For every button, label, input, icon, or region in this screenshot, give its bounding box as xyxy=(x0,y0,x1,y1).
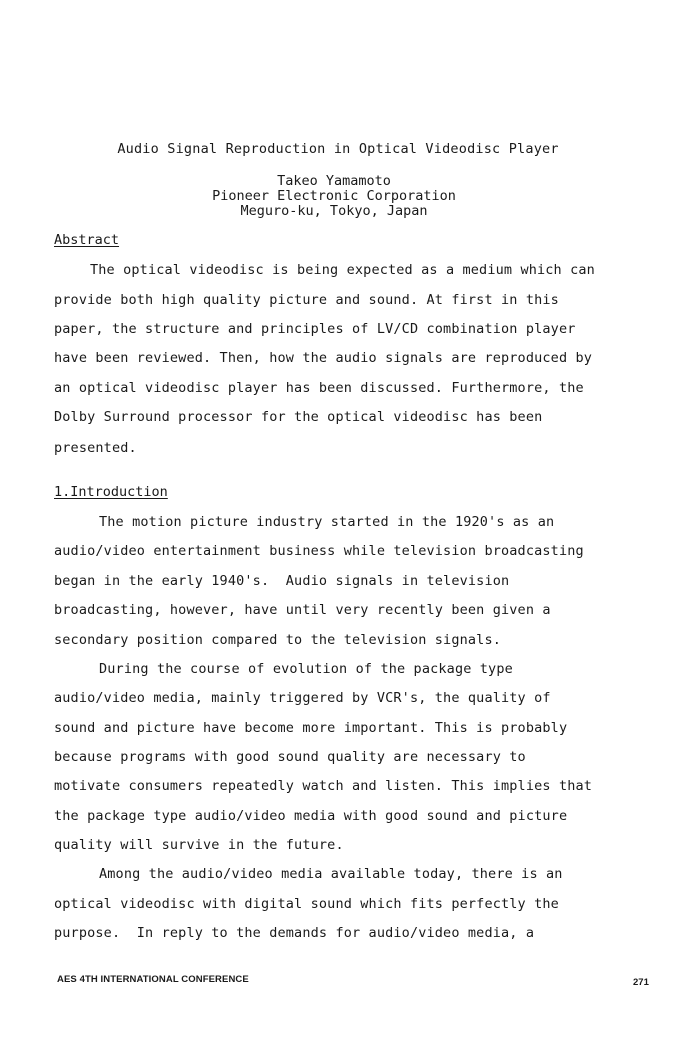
author-affiliation: Pioneer Electronic Corporation xyxy=(212,188,456,204)
introduction-line: optical videodisc with digital sound which fits perfectly the xyxy=(54,896,559,912)
introduction-line: quality will survive in the future. xyxy=(54,837,344,853)
abstract-line: presented. xyxy=(54,440,137,456)
abstract-line: have been reviewed. Then, how the audio signals are reproduced by xyxy=(54,350,593,366)
page-number: 271 xyxy=(633,977,649,988)
abstract-line: provide both high quality picture and sound. At first in this xyxy=(54,292,559,308)
abstract-line: Dolby Surround processor for the optical videodisc has been xyxy=(54,409,543,425)
introduction-line: broadcasting, however, have until very recently been given a xyxy=(54,602,551,618)
author-name: Takeo Yamamoto xyxy=(277,173,391,189)
introduction-line: because programs with good sound quality are necessary to xyxy=(54,749,526,765)
author-location: Meguro-ku, Tokyo, Japan xyxy=(240,203,428,219)
introduction-line: the package type audio/video media with good sound and picture xyxy=(54,808,568,824)
introduction-line: audio/video entertainment business while television broadcasting xyxy=(54,543,584,559)
introduction-line: audio/video media, mainly triggered by VCR's, the quality of xyxy=(54,690,551,706)
abstract-line: paper, the structure and principles of LV/CD combination player xyxy=(54,321,576,337)
introduction-line: During the course of evolution of the package type xyxy=(99,661,513,677)
introduction-line: Among the audio/video media available today, there is an xyxy=(99,866,563,882)
introduction-line: secondary position compared to the television signals. xyxy=(54,632,501,648)
abstract-line: The optical videodisc is being expected as a medium which can xyxy=(90,262,595,278)
introduction-line: began in the early 1940's. Audio signals in television xyxy=(54,573,510,589)
paper-title: Audio Signal Reproduction in Optical Videodisc Player xyxy=(117,141,559,157)
introduction-line: The motion picture industry started in the 1920's as an xyxy=(99,514,555,530)
abstract-line: an optical videodisc player has been discussed. Furthermore, the xyxy=(54,380,584,396)
introduction-line: purpose. In reply to the demands for audio/video media, a xyxy=(54,925,535,941)
footer-conference: AES 4TH INTERNATIONAL CONFERENCE xyxy=(57,974,249,985)
abstract-heading: Abstract xyxy=(54,232,120,248)
introduction-line: motivate consumers repeatedly watch and listen. This implies that xyxy=(54,778,593,794)
introduction-heading: 1.Introduction xyxy=(54,484,168,500)
introduction-line: sound and picture have become more important. This is probably xyxy=(54,720,568,736)
